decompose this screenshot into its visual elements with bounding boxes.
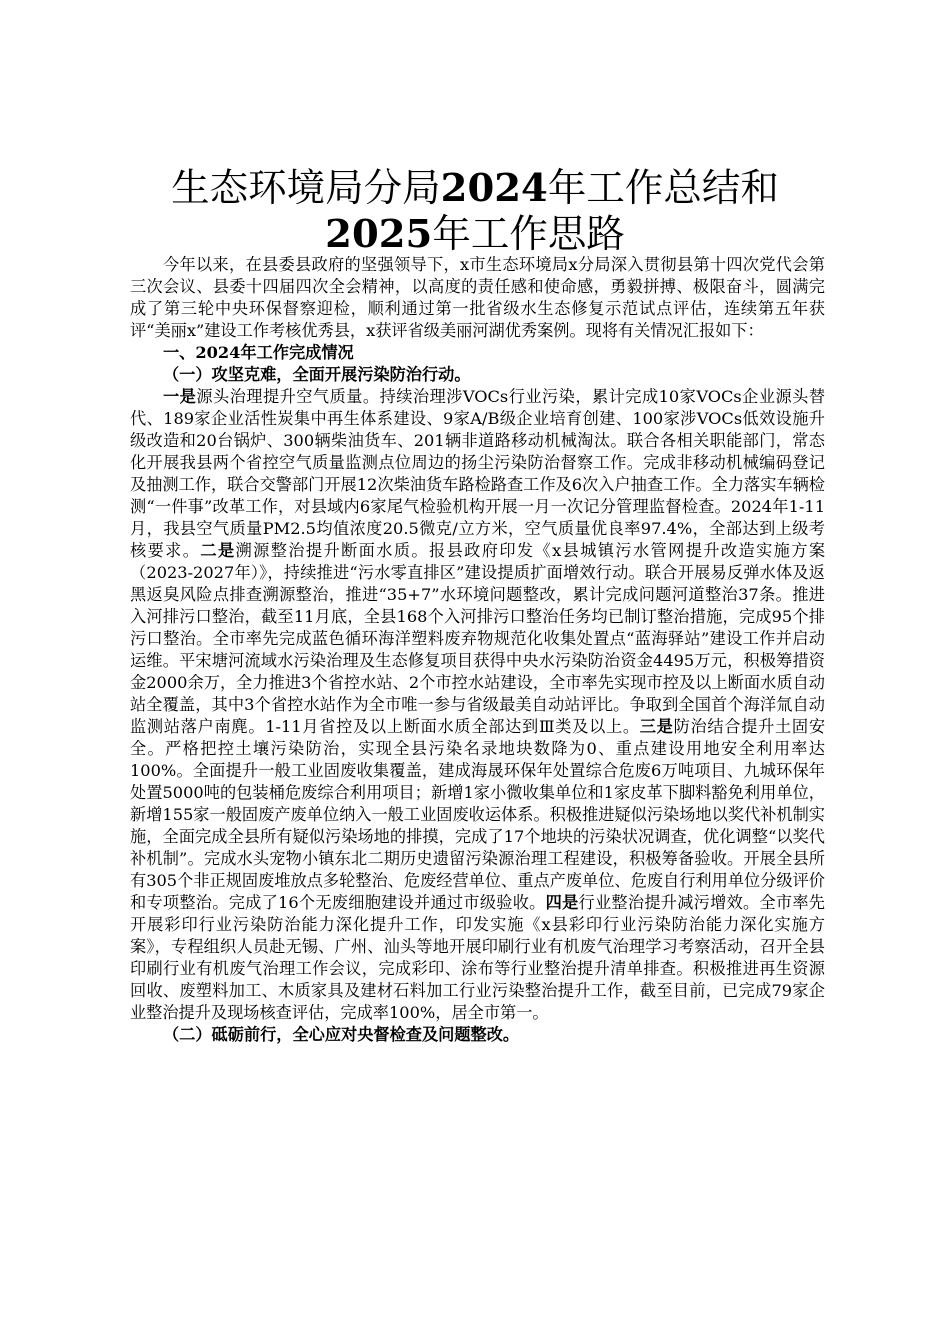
title-year-2024: 2024	[440, 166, 548, 211]
point-2-text: 溯源整治提升断面水质。报县政府印发《x县城镇污水管网提升改造实施方案（2023-2027年）》，持续推进“污水零直排区”建设提质扩面增效行动。联合开展易反弹水体及返黑返臭风险点排查溯源整治，推进“35+7”水环境问题整改，累计完成问题河道整治37条。推进入河排污口整治，截至11月底，全县168个入河排污口整治任务均已制订整治措施，完成95个排污口整治。全市率先完成蓝色循环海洋塑料废弃物规范化收集处置点“蓝海驿站”建设工作并启动运维。平宋塘河流域水污染治理及生态修复项目获得中央水污染防治资金4495万元，积极筹措资金2000余万，全力推进3个省控水站、2个市控水站建设，全市率先实现市控及以上断面水质自动站全覆盖，其中3个省控水站作为全市唯一参与省级最美自动站评比。争取到全国首个海洋氚自动监测站落户南麂。1-11月省控及以上断面水质全部达到Ⅲ类及以上。	[130, 541, 826, 736]
document-title	[120, 166, 830, 258]
body-paragraph	[130, 386, 825, 1024]
title-part-1: 生态环境局分局	[171, 166, 441, 211]
point-2-keyword: 二是	[200, 541, 236, 560]
point-4-keyword: 四是	[545, 893, 579, 912]
title-year-2025: 2025	[325, 212, 433, 257]
point-1-text: 源头治理提升空气质量。持续治理涉VOCs行业污染，累计完成10家VOCs企业源头替代、189家企业活性炭集中再生体系建设、9家A/B级企业培育创建、100家涉VOCs低效设施升级改造和20台锅炉、300辆柴油货车、201辆非道路移动机械淘汰。联合各相关职能部门，常态化开展我县两个省控空气质量监测点位周边的扬尘污染防治督察工作。完成非移动机械编码登记及抽测工作，联合交警部门开展12次柴油货车路检路查工作及6次入户抽查工作。全力落实车辆检测“一件事”改革工作，对县域内6家尾气检验机构开展一月一次记分管理监督检查。2024年1-11月，我县空气质量PM2.5均值浓度20.5微克/立方米，空气质量优良率97.4%，全部达到上级考核要求。	[130, 387, 826, 560]
intro-paragraph: 今年以来，在县委县政府的坚强领导下，x市生态环境局x分局深入贯彻县第十四次党代会第三次会议、县委十四届四次全会精神，以高度的责任感和使命感，勇毅拼搏、极限奋斗，圆满完成了第三轮中央环保督察迎检，顺利通过第一批省级水生态修复示范试点评估，连续第五年获评“美丽x”建设工作考核优秀县，x获评省级美丽河湖优秀案例。现将有关情况汇报如下：	[130, 255, 825, 340]
point-4-text: 行业整治提升减污增效。全市率先开展彩印行业污染防治能力深化提升工作，印发实施《x县彩印行业污染防治能力深化实施方案》，专程组织人员赴无锡、广州、汕头等地开展印刷行业有机废气治理学习考察活动，召开全县印刷行业有机废气治理工作会议，完成彩印、涂布等行业整治提升清单排查。积极推进再生资源回收、废塑料加工、木质家具及建材石料加工行业污染整治提升工作，截至目前，已完成79家企业整治提升及现场核查评估，完成率100%，居全市第一。	[130, 893, 825, 1022]
title-part-3: 年工作总结和	[547, 166, 779, 211]
title-part-5: 年工作思路	[432, 212, 625, 257]
section-heading-1: 一、2024年工作完成情况	[163, 343, 354, 362]
point-3-keyword: 三是	[639, 717, 674, 736]
document-body	[130, 254, 825, 1046]
subsection-heading-1: （一）攻坚克难，全面开展污染防治行动。	[163, 365, 471, 384]
point-1-keyword: 一是	[163, 387, 197, 406]
subsection-heading-2: （二）砥砺前行，全心应对央督检查及问题整改。	[163, 1025, 520, 1044]
point-3-text: 防治结合提升土固安全。严格把控土壤污染防治，实现全县污染名录地块数降为0、重点建设用地安全利用率达100%。全面提升一般工业固废收集覆盖，建成海晟环保年处置综合危废6万吨项目、九城环保年处置5000吨的包装桶危废综合利用项目；新增1家小微收集单位和1家皮革下脚料豁免利用单位，新增155家一般固废产废单位纳入一般工业固废收运体系。积极推进疑似污染场地以奖代补机制实施，全面完成全县所有疑似污染场地的排摸，完成了17个地块的污染状况调查，优化调整“以奖代补机制”。完成水头宠物小镇东北二期历史遗留污染源治理工程建设，积极筹备验收。开展全县所有305个非正规固废堆放点多轮整治、危废经营单位、重点产废单位、危废自行利用单位分级评价和专项整治。完成了16个无废细胞建设并通过市级验收。	[130, 717, 826, 912]
